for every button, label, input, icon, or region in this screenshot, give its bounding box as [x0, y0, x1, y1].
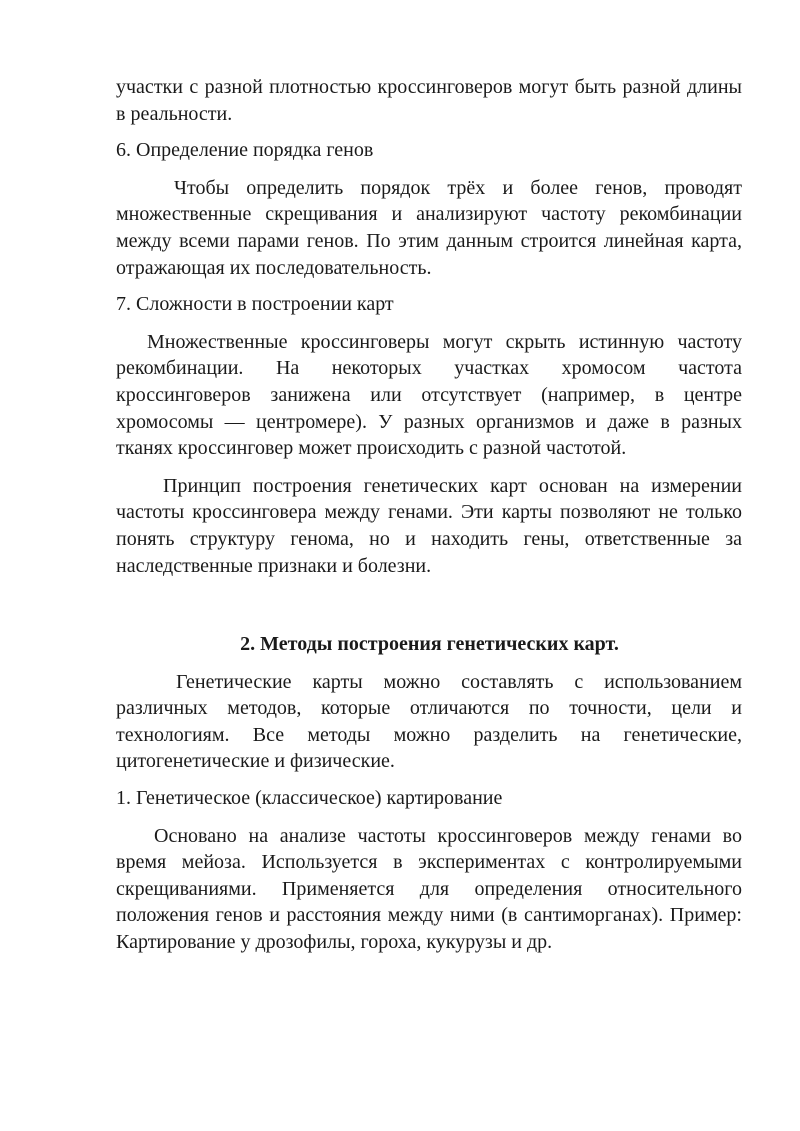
subheading-mapping-difficulties: 7. Сложности в построении карт: [116, 293, 394, 316]
subheading-classical-mapping: 1. Генетическое (классическое) картирование: [116, 787, 503, 810]
paragraph-gene-order: Чтобы определить порядок трёх и более генов, проводят множественные скрещивания и анализируют частоту рекомбинации между всеми парами генов. По этим данным строится линейная карта, отражающая их последовательность.: [116, 176, 742, 279]
paragraph-classical-mapping: Основано на анализе частоты кроссинговеров между генами во время мейоза. Используется в экспериментах с контролируемыми скрещиваниями. Применяется для определения относительного положения генов и расстояния между ними (в сантиморганах). Пример: Картирование у дрозофилы, гороха, кукурузы и др.: [116, 824, 742, 954]
subheading-gene-order: 6. Определение порядка генов: [116, 139, 374, 162]
document-body: [116, 74, 742, 956]
paragraph-methods-overview: Генетические карты можно составлять с использованием различных методов, которые отличаются по точности, цели и технологиям. Все методы можно разделить на генетические, цитогенетические и физические.: [116, 670, 742, 773]
section-heading-methods: 2. Методы построения генетических карт.: [240, 633, 619, 656]
paragraph-crossover-density: участки с разной плотностью кроссинговеров могут быть разной длины в реальности.: [116, 76, 742, 125]
paragraph-mapping-difficulties: Множественные кроссинговеры могут скрыть истинную частоту рекомбинации. На некоторых участках хромосом частота кроссинговеров занижена или отсутствует (например, в центре хромосомы — центромере). У разных организмов и даже в разных тканях кроссинговер может происходить с разной частотой.: [116, 330, 742, 460]
paragraph-mapping-principle: Принцип построения генетических карт основан на измерении частоты кроссинговера между генами. Эти карты позволяют не только понять структуру генома, но и находить гены, ответственные за наследственные признаки и болезни.: [116, 474, 742, 577]
